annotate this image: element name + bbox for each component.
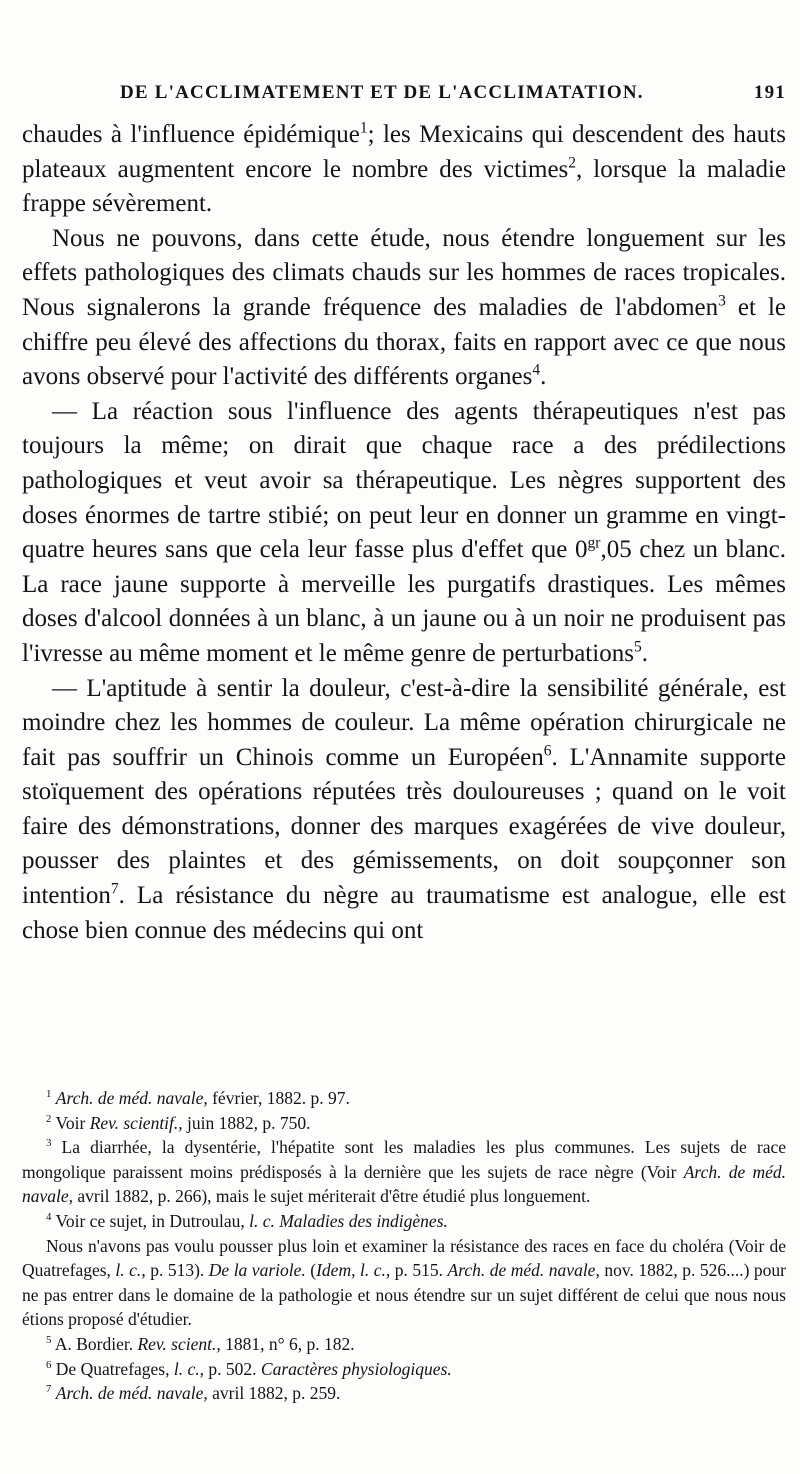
paragraph-2: Nous ne pouvons, dans cette étude, nous étendre longuement sur les effets pathologiques des climats chauds sur les hommes de races tropicales. Nous signalerons la grande fréquence des maladies de l'abdomen$^3$ et le chiffre peu élevé des affections du thorax, faits en rapport avec ce que nous avons observé pour l'activité des différents organes$^4$. — [22, 224, 786, 391]
footnote-7: $^7$ Arch. de méd. navale, avril 1882, p. 259. — [46, 1383, 341, 1404]
paragraph-3: — La réaction sous l'influence des agents thérapeutiques n'est pas toujours la même; on dirait que chaque race a des prédilections pathologiques et veut avoir sa thérapeutique. Les nègres supportent des doses énormes de tartre stibié; on peut leur en donner un gramme en vingt-quatre heures sans que cela leur fasse plus d'effet que $0^{gr},05$ chez un blanc. La race jaune supporte à merveille les purgatifs drastiques. Les mêmes doses d'alcool données à un blanc, à un jaune ou à un noir ne produisent pas l'ivresse au même moment et le même genre de perturbations$^5$. — [22, 397, 786, 667]
footnote-ref-3: 3 — [718, 292, 726, 310]
footnote-ref-4: 4 — [532, 361, 541, 379]
footnote-4-continued: Nous n'avons pas voulu pousser plus loin et examiner la résistance des races en face du choléra (Voir de Quatrefages, l. c., p. 513). De la variole. (Idem, l. c., p. 515. Arch. de méd. navale, nov. 1882, p. 526....) pour ne pas entrer dans le domaine de la pathologie et nous étendre sur un sujet différent de celui que nous nous étions proposé d'étudier. — [22, 1235, 786, 1330]
footnote-5: $^5$ A. Bordier. Rev. scient., 1881, n° 6, p. 182. — [46, 1333, 355, 1354]
running-title: DE L'ACCLIMATEMENT ET DE L'ACCLIMATATION. — [120, 82, 644, 103]
footnote-ref-2: 2 — [568, 154, 577, 172]
gram-abbrev: gr — [587, 534, 601, 552]
footnote-ref-6: 6 — [543, 742, 552, 760]
page-number: 191 — [753, 82, 786, 103]
paragraph-4: — L'aptitude à sentir la douleur, c'est-à-dire la sensibilité générale, est moindre chez les hommes de couleur. La même opération chirurgicale ne fait pas souffrir un Chinois comme un Européen$^6$. L'Annamite supporte stoïquement des opérations réputées très douloureuses ; quand on le voit faire des démonstrations, donner des marques exagérées de vive douleur, pousser des plaintes et des gémissements, on doit soupçonner son intention$^7$. La résistance du nègre au traumatisme est analogue, elle est chose bien connue des médecins qui ont — [22, 674, 786, 944]
footnote-ref-7: 7 — [110, 880, 119, 898]
body-text — [22, 118, 786, 948]
footnote-6: $^6$ De Quatrefages, l. c., p. 502. Caractères physiologiques. — [46, 1358, 452, 1379]
footnote-1: $^1$ Arch. de méd. navale, février, 1882. p. 97. — [46, 1088, 350, 1108]
footnote-ref-5: 5 — [633, 638, 642, 656]
paragraph-1: chaudes à l'influence épidémique$^1$; les Mexicains qui descendent des hauts plateaux augmentent encore le nombre des victimes$^2$, lorsque la maladie frappe sévèrement. — [22, 119, 787, 218]
running-header — [120, 82, 786, 108]
footnote-3: $^3$ La diarrhée, la dysentérie, l'hépatite sont les maladies les plus communes. Les sujets de race mongolique paraissent moins prédisposés à la dernière que les sujets de race nègre (Voir Arch. de méd. navale, avril 1882, p. 266), mais le sujet mériterait d'être étudié plus longuement. — [22, 1137, 786, 1207]
footnote-ref-1: 1 — [359, 119, 368, 137]
footnote-2: $^2$ Voir Rev. scientif., juin 1882, p. 750. — [46, 1112, 311, 1133]
footnotes — [22, 1086, 786, 1406]
footnote-4: $^4$ Voir ce sujet, in Dutroulau, l. c. Maladies des indigènes. — [46, 1210, 448, 1231]
